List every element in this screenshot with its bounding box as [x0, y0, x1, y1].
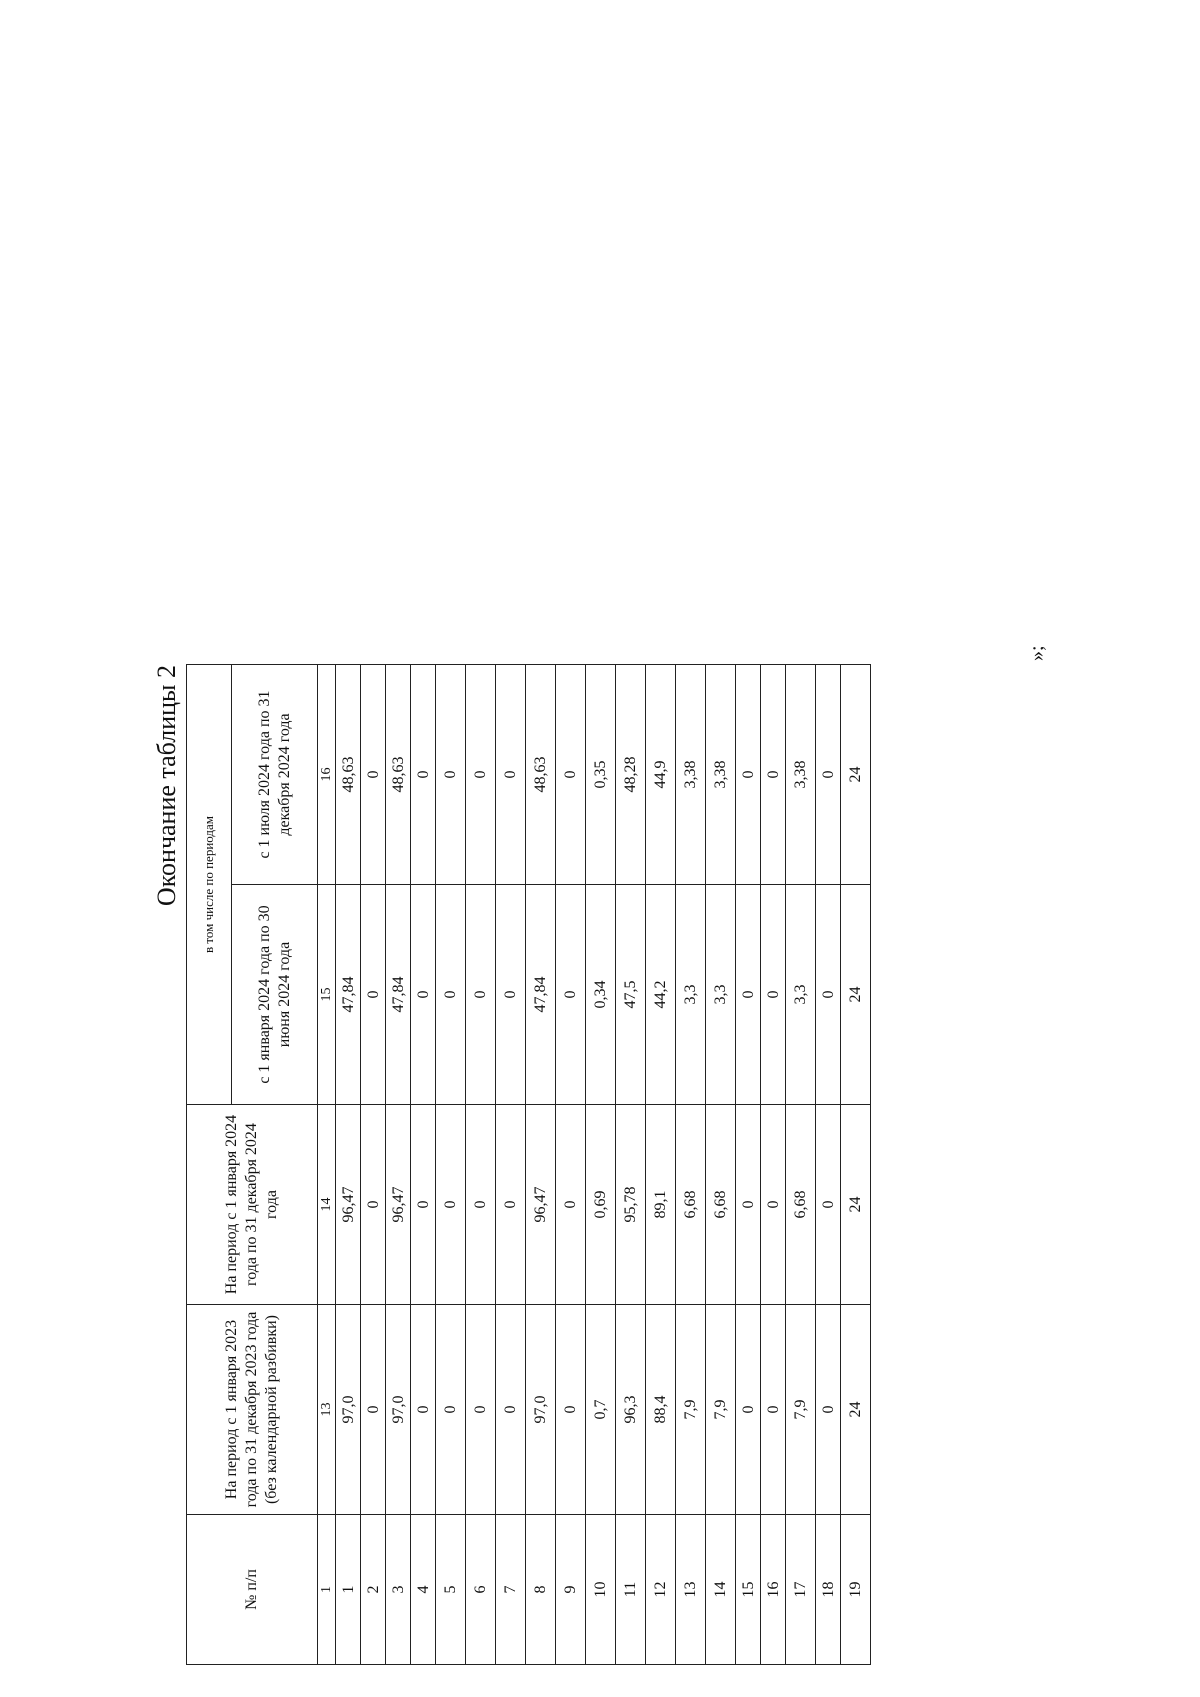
header-col-2024: На период с 1 января 2024 года по 31 декабря 2024 года [187, 1105, 318, 1305]
header-col-2023: На период с 1 января 2023 года по 31 декабря 2023 года (без календарной разбивки) [187, 1305, 318, 1515]
table-cell: 0 [816, 1305, 841, 1515]
table-cell: 0 [436, 1105, 466, 1305]
table-cell: 96,47 [526, 1105, 556, 1305]
table-row [761, 665, 786, 1665]
table-cell: 96,47 [386, 1105, 411, 1305]
table-cell: 3,3 [706, 885, 736, 1105]
row-number-cell: 3 [386, 1515, 411, 1665]
table-cell: 0 [466, 1305, 496, 1515]
column-number: 1 [318, 1515, 336, 1665]
table-cell: 0 [361, 885, 386, 1105]
row-number-cell: 18 [816, 1515, 841, 1665]
table-cell: 48,63 [336, 665, 361, 885]
table-cell: 0 [466, 885, 496, 1105]
table-row [386, 665, 411, 1665]
row-number-cell: 10 [586, 1515, 616, 1665]
row-number-cell: 5 [436, 1515, 466, 1665]
table-row [496, 665, 526, 1665]
header-col-h1-2024: с 1 января 2024 года по 30 июня 2024 года [232, 885, 318, 1105]
table-cell: 95,78 [616, 1105, 646, 1305]
table-cell: 24 [841, 665, 871, 885]
table-cell: 24 [841, 1305, 871, 1515]
table-cell: 6,68 [676, 1105, 706, 1305]
table-cell: 0 [496, 1105, 526, 1305]
column-number: 16 [318, 665, 336, 885]
table-cell: 47,84 [386, 885, 411, 1105]
table-cell: 0 [361, 1305, 386, 1515]
table-cell: 47,84 [526, 885, 556, 1105]
table-cell: 89,1 [646, 1105, 676, 1305]
table-cell: 0 [556, 885, 586, 1105]
table-cell: 6,68 [706, 1105, 736, 1305]
table-cell: 48,28 [616, 665, 646, 885]
table-cell: 47,5 [616, 885, 646, 1105]
table-cell: 7,9 [676, 1305, 706, 1515]
table-cell: 0 [466, 665, 496, 885]
table-cell: 97,0 [386, 1305, 411, 1515]
row-number-cell: 11 [616, 1515, 646, 1665]
table-cell: 0 [411, 1105, 436, 1305]
rotated-page-content [150, 645, 1050, 1665]
table-cell: 0 [736, 665, 761, 885]
table-row [526, 665, 556, 1665]
table-cell: 0 [361, 1105, 386, 1305]
table-row [736, 665, 761, 1665]
table-cell: 0 [736, 1105, 761, 1305]
table-cell: 7,9 [786, 1305, 816, 1515]
table-row [786, 665, 816, 1665]
closing-quote-mark: »; [1026, 645, 1048, 661]
row-number-cell: 17 [786, 1515, 816, 1665]
row-number-cell: 7 [496, 1515, 526, 1665]
table-cell: 3,3 [676, 885, 706, 1105]
table-cell: 0 [816, 885, 841, 1105]
table-cell: 0 [496, 665, 526, 885]
header-col-num: № п/п [187, 1515, 318, 1665]
table-cell: 24 [841, 1105, 871, 1305]
column-number-row [318, 665, 336, 1665]
table-row [646, 665, 676, 1665]
table-cell: 96,3 [616, 1305, 646, 1515]
table-cell: 0 [556, 1105, 586, 1305]
table-row [616, 665, 646, 1665]
row-number-cell: 12 [646, 1515, 676, 1665]
table-cell: 3,3 [786, 885, 816, 1105]
table-cell: 0,34 [586, 885, 616, 1105]
table-cell: 0 [411, 665, 436, 885]
table-cell: 97,0 [336, 1305, 361, 1515]
table-cell: 0 [761, 885, 786, 1105]
row-number-cell: 8 [526, 1515, 556, 1665]
table-row [586, 665, 616, 1665]
table-row [436, 665, 466, 1665]
table-row [816, 665, 841, 1665]
table-cell: 44,2 [646, 885, 676, 1105]
table-cell: 0 [556, 665, 586, 885]
table-cell: 0 [436, 1305, 466, 1515]
table-title: Окончание таблицы 2 [152, 665, 181, 907]
table-cell: 0 [736, 1305, 761, 1515]
table-row [336, 665, 361, 1665]
data-table [186, 664, 871, 1665]
column-number: 15 [318, 885, 336, 1105]
row-number-cell: 6 [466, 1515, 496, 1665]
table-cell: 0 [436, 665, 466, 885]
table-cell: 0 [436, 885, 466, 1105]
row-number-cell: 4 [411, 1515, 436, 1665]
table-cell: 7,9 [706, 1305, 736, 1515]
table-cell: 0,69 [586, 1105, 616, 1305]
table-cell: 88,4 [646, 1305, 676, 1515]
column-number: 14 [318, 1105, 336, 1305]
table-cell: 0,7 [586, 1305, 616, 1515]
table-cell: 0 [761, 1305, 786, 1515]
table-row [706, 665, 736, 1665]
table-cell: 48,63 [386, 665, 411, 885]
table-cell: 0 [411, 885, 436, 1105]
header-row-1 [187, 665, 232, 1665]
table-row [676, 665, 706, 1665]
table-row [841, 665, 871, 1665]
table-cell: 3,38 [676, 665, 706, 885]
table-cell: 6,68 [786, 1105, 816, 1305]
table-cell: 0 [761, 1105, 786, 1305]
row-number-cell: 15 [736, 1515, 761, 1665]
table-cell: 0 [556, 1305, 586, 1515]
table-cell: 24 [841, 885, 871, 1105]
table-cell: 0 [466, 1105, 496, 1305]
row-number-cell: 14 [706, 1515, 736, 1665]
table-cell: 3,38 [786, 665, 816, 885]
table-row [556, 665, 586, 1665]
row-number-cell: 9 [556, 1515, 586, 1665]
table-row [411, 665, 436, 1665]
table-cell: 0 [411, 1305, 436, 1515]
header-group-periods: в том числе по периодам [187, 665, 232, 1105]
table-cell: 0 [496, 885, 526, 1105]
table-row [361, 665, 386, 1665]
row-number-cell: 16 [761, 1515, 786, 1665]
row-number-cell: 1 [336, 1515, 361, 1665]
table-cell: 47,84 [336, 885, 361, 1105]
table-cell: 0,35 [586, 665, 616, 885]
row-number-cell: 13 [676, 1515, 706, 1665]
table-cell: 0 [736, 885, 761, 1105]
row-number-cell: 2 [361, 1515, 386, 1665]
table-cell: 0 [761, 665, 786, 885]
table-cell: 96,47 [336, 1105, 361, 1305]
row-number-cell: 19 [841, 1515, 871, 1665]
table-row [466, 665, 496, 1665]
column-number: 13 [318, 1305, 336, 1515]
table-cell: 0 [816, 1105, 841, 1305]
table-body [187, 665, 871, 1665]
table-cell: 3,38 [706, 665, 736, 885]
table-cell: 0 [816, 665, 841, 885]
table-cell: 48,63 [526, 665, 556, 885]
table-cell: 44,9 [646, 665, 676, 885]
header-col-h2-2024: с 1 июля 2024 года по 31 декабря 2024 года [232, 665, 318, 885]
table-cell: 0 [496, 1305, 526, 1515]
table-cell: 0 [361, 665, 386, 885]
table-cell: 97,0 [526, 1305, 556, 1515]
